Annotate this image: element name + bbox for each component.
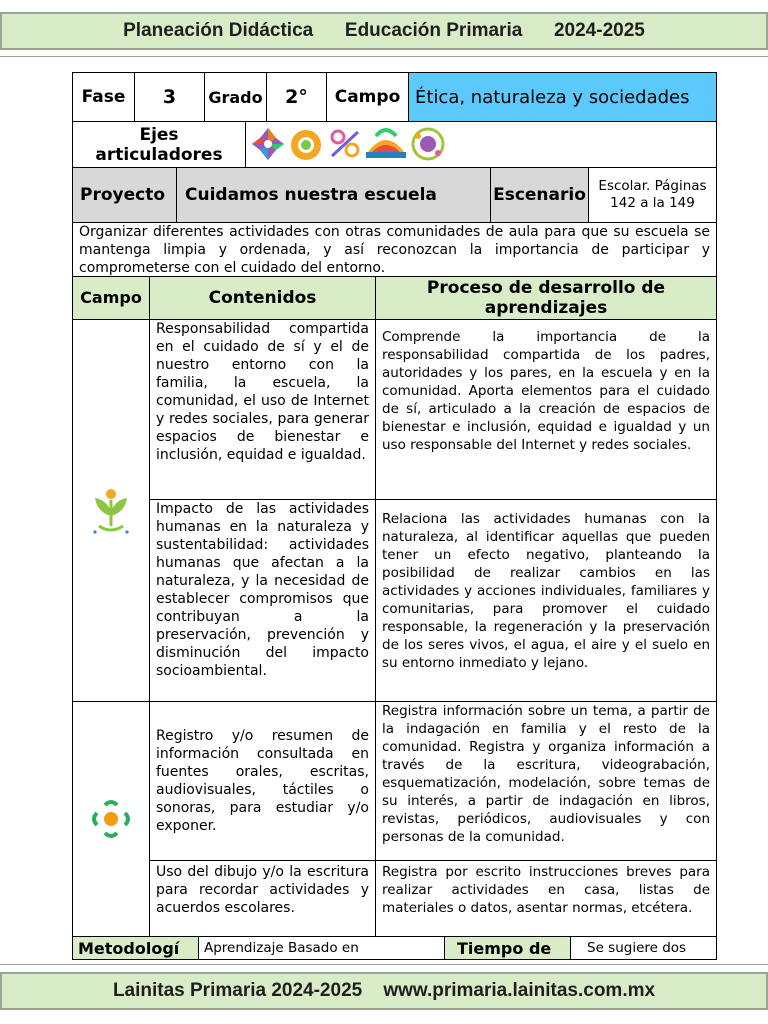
ejes-icons [245, 121, 717, 168]
etica-naturaleza-icon [91, 486, 131, 536]
footer-site-name: Lainitas Primaria 2024-2025 [112, 980, 363, 1001]
contenido-3 [149, 701, 376, 861]
ejes-label: Ejes articuladores [72, 121, 246, 168]
campo-cell-etica [72, 319, 150, 702]
grado-label: Grado [204, 72, 267, 122]
header-band [0, 12, 768, 50]
vida-saludable-icon [366, 130, 406, 158]
metodologia-value: Aprendizaje Basado en [198, 936, 445, 960]
description: Organizar diferentes actividades con otras comunidades de aula para que su escuela se mantenga limpia y ordenada, y así reconozcan la importancia de participar y comprometerse con el cuidado del entorno. [72, 222, 717, 277]
proceso-2: Relaciona las actividades humanas con la naturaleza, al identificar aquellas que pueden tener un efecto negativo, planteando la posibilidad de realizar cambios en las actividades y acciones individuales, familiares y comunitarias, para promover el cuidado responsable, la regeneración y la preservación de los seres vivos, el agua, el aire y el suelo en su entorno inmediato y lejano. [375, 499, 717, 702]
grado-value: 2° [266, 72, 327, 122]
metodologia-label: Metodologí [72, 936, 199, 960]
header-divider [0, 56, 768, 57]
proceso-1: Comprende la importancia de la responsabilidad compartida de los padres, autoridades y los pares, en la escuela y en la comunidad. Aporta elementos para el cuidado de sí, articulado a la creación de espacios de bienestar e inclusión, equidad e igualdad y un uso responsable del Internet y redes sociales. [375, 319, 717, 500]
contenido-4: Uso del dibujo y/o la escritura para recordar actividades y acuerdos escolares. [149, 860, 376, 937]
col-proceso: Proceso de desarrollo de aprendizajes [375, 276, 717, 320]
proyecto-value: Cuidamos nuestra escuela [176, 167, 491, 223]
campo-label: Campo [326, 72, 409, 122]
artes-icon [413, 129, 443, 159]
pensamiento-critico-icon [291, 130, 321, 160]
proyecto-label: Proyecto [72, 167, 177, 223]
footer-url[interactable]: www.primaria.lainitas.com.mx [383, 980, 656, 1001]
proceso-3: Registra información sobre un tema, a partir de la indagación en familia y el resto de la comunidad. Registra y organiza información a través de la escritura, videograbación, esquematización, modelación, sobre temas de su interés, a partir de indagación en libros, revistas, periódicos, audiovisuales y con personas de la comunidad. [375, 701, 717, 861]
header-level: Educación Primaria [344, 20, 523, 41]
contenido-1: Responsabilidad compartida en el cuidado de sí y el de nuestro entorno con la familia, la escuela, la comunidad, el uso de Internet y redes sociales, para generar espacios de bienestar e inclusión, equidad e igualdad. [149, 319, 376, 500]
escenario-value: Escolar. Páginas 142 a la 149 [588, 167, 717, 223]
col-campo: Campo [72, 276, 150, 320]
campo-cell-lenguajes [72, 701, 150, 937]
header-year: 2024-2025 [553, 20, 645, 41]
fase-label: Fase [72, 72, 135, 122]
fase-value: 3 [134, 72, 205, 122]
inclusion-icon [252, 128, 284, 160]
tiempo-label: Tiempo de [444, 936, 571, 960]
campo-value: Ética, naturaleza y sociedades [408, 72, 717, 122]
lenguajes-icon [91, 799, 131, 839]
contenido-3-text: Registro y/o resumen de información consultada en fuentes orales, escritas, audiovisuales, táctiles o sonoras, para estudiar y/o exponer. [156, 728, 369, 834]
footer-band [0, 972, 768, 1010]
escenario-label: Escenario [490, 167, 589, 223]
contenido-2: Impacto de las actividades humanas en la naturaleza y sustentabilidad: actividades humanas que afectan a la naturaleza, y la necesidad de establecer compromisos que contribuyan a la preservación, prevención y disminución del impacto socioambiental. [149, 499, 376, 702]
footer-divider [0, 964, 768, 965]
header-title: Planeación Didáctica [123, 20, 314, 41]
col-contenidos: Contenidos [149, 276, 376, 320]
interculturalidad-icon [332, 131, 358, 156]
planning-sheet [72, 72, 717, 960]
tiempo-value: Se sugiere dos [570, 936, 717, 960]
proceso-4: Registra por escrito instrucciones breves para realizar actividades en casa, listas de materiales o datos, asentar normas, etcétera. [375, 860, 717, 937]
